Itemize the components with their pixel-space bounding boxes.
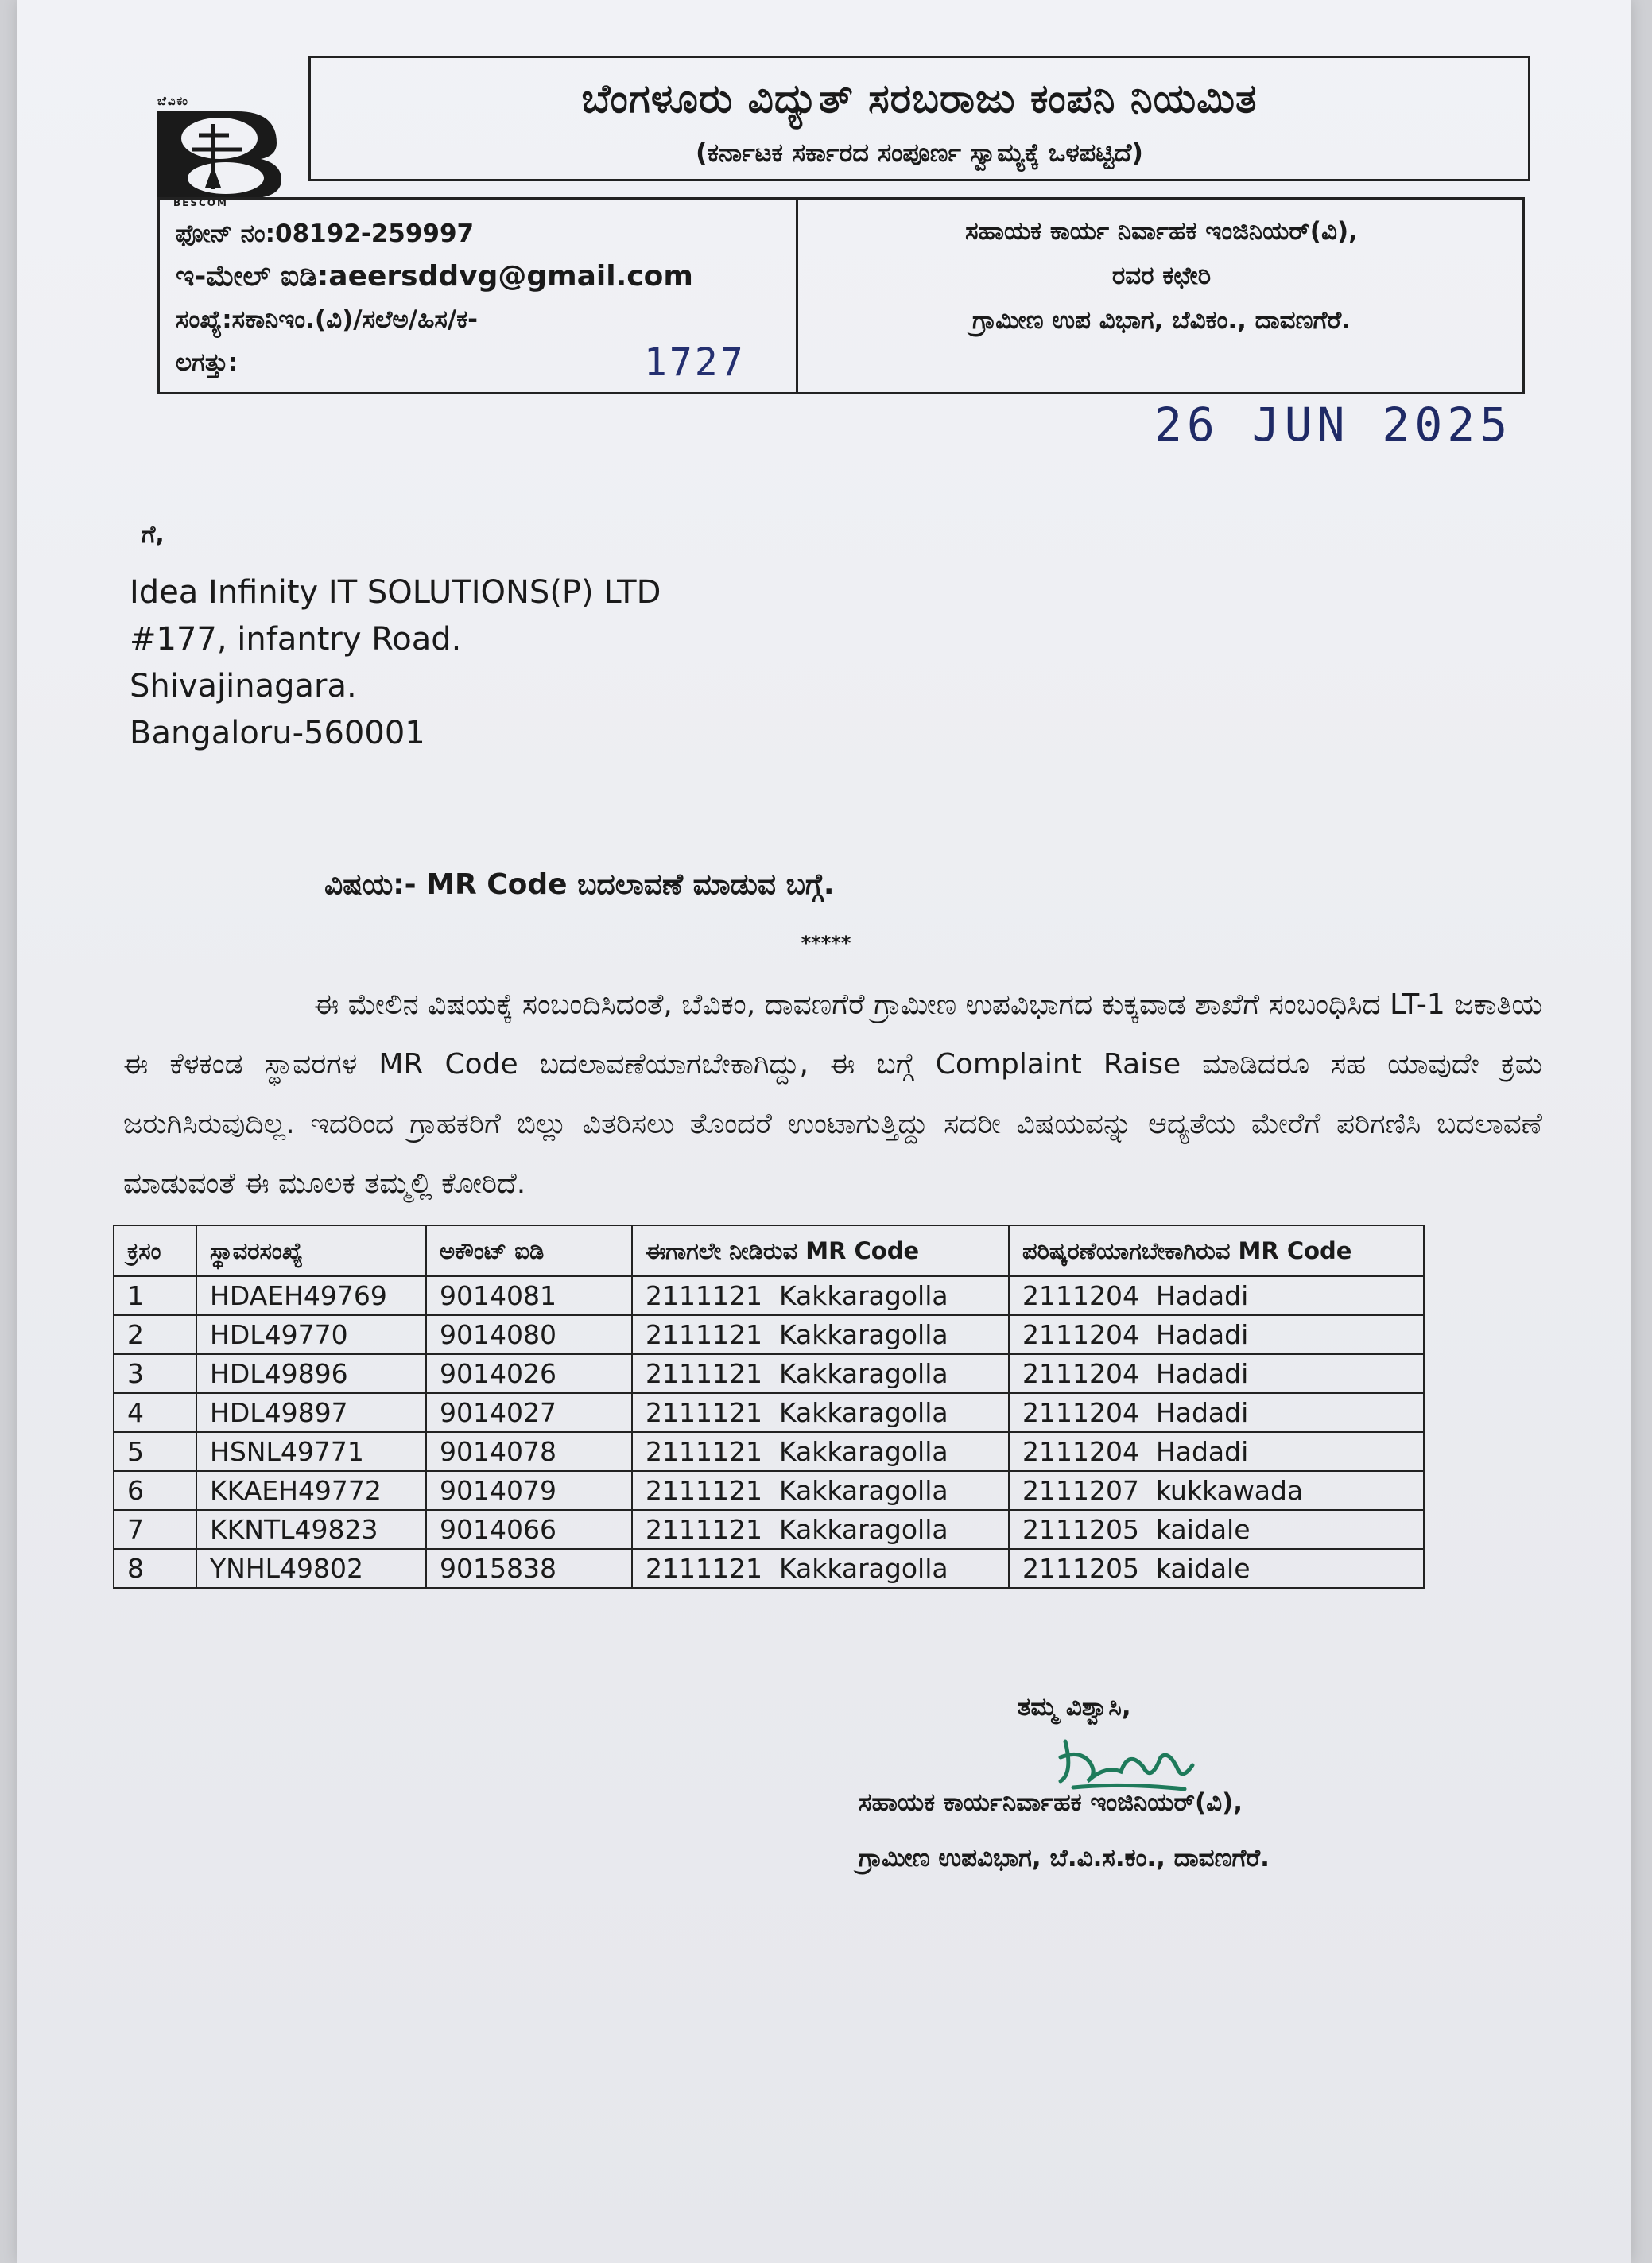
cell-revised-mr: 2111207 kukkawada [1009,1471,1424,1510]
cell-revised-mr: 2111204 Hadadi [1009,1315,1424,1354]
cell-current-mr: 2111121 Kakkaragolla [632,1393,1009,1432]
recipient-line-3: Shivajinagara. [130,668,357,705]
bescom-logo [157,94,286,208]
cell-installation: YNHL49802 [196,1549,426,1588]
handwritten-signature-icon [1049,1725,1208,1797]
separator-stars: ***** [801,932,851,954]
cell-account: 9015838 [426,1549,632,1588]
recipient-line-1: Idea Infinity IT SOLUTIONS(P) LTD [130,574,661,611]
phone-number: ಫೋನ್ ನಂ:08192-259997 [176,219,475,248]
table-row [114,1432,1424,1471]
reference-code: ಸಂಖ್ಯೆ:ಸಕಾನಿಇಂ.(ವಿ)/ಸಲೆಅ/ಹಿಸ/ಕ- [176,305,479,334]
cell-serial: 7 [114,1510,196,1549]
cell-serial: 6 [114,1471,196,1510]
logo-bottom-text: BESCOM [173,197,228,208]
cell-installation: HDL49770 [196,1315,426,1354]
office-line-1: ಸಹಾಯಕ ಕಾರ್ಯ ನಿರ್ವಾಹಕ ಇಂಜಿನಿಯರ್(ವಿ), [965,217,1358,246]
subject-line: ವಿಷಯ:- MR Code ಬದಲಾವಣೆ ಮಾಡುವ ಬಗ್ಗೆ. [324,868,835,901]
cell-serial: 2 [114,1315,196,1354]
col-installation: ಸ್ಥಾವರಸಂಖ್ಯೆ [196,1225,426,1276]
recipient-line-2: #177, infantry Road. [130,621,462,658]
cell-installation: KKAEH49772 [196,1471,426,1510]
cell-current-mr: 2111121 Kakkaragolla [632,1315,1009,1354]
cell-current-mr: 2111121 Kakkaragolla [632,1354,1009,1393]
cell-serial: 4 [114,1393,196,1432]
recipient-line-4: Bangaloru-560001 [130,715,425,751]
cell-account: 9014066 [426,1510,632,1549]
cell-current-mr: 2111121 Kakkaragolla [632,1510,1009,1549]
cell-installation: KKNTL49823 [196,1510,426,1549]
cell-account: 9014080 [426,1315,632,1354]
mr-code-table [113,1225,1425,1589]
handwritten-ref-number: 1727 [644,340,746,385]
table-row [114,1276,1424,1315]
recipient-address [130,569,661,757]
cell-account: 9014081 [426,1276,632,1315]
cell-installation: HDL49897 [196,1393,426,1432]
cell-revised-mr: 2111204 Hadadi [1009,1354,1424,1393]
cell-account: 9014079 [426,1471,632,1510]
cell-installation: HDAEH49769 [196,1276,426,1315]
email-address: ಇ-ಮೇಲ್ ಐಡಿ:aeersddvg@gmail.com [176,260,693,293]
cell-installation: HDL49896 [196,1354,426,1393]
company-name: ಬೆಂಗಳೂರು ವಿದ್ಯುತ್ ಸರಬರಾಜು ಕಂಪನಿ ನಿಯಮಿತ [581,76,1258,122]
contact-box [157,197,1525,394]
col-serial: ಕ್ರಸಂ [114,1225,196,1276]
col-account: ಅಕೌಂಟ್ ಐಡಿ [426,1225,632,1276]
cell-serial: 1 [114,1276,196,1315]
cell-serial: 3 [114,1354,196,1393]
table-row [114,1393,1424,1432]
table-row [114,1510,1424,1549]
cell-current-mr: 2111121 Kakkaragolla [632,1432,1009,1471]
signatory-designation: ಸಹಾಯಕ ಕಾರ್ಯನಿರ್ವಾಹಕ ಇಂಜಿನಿಯರ್(ವಿ), [859,1788,1243,1817]
cell-serial: 5 [114,1432,196,1471]
cell-current-mr: 2111121 Kakkaragolla [632,1471,1009,1510]
table-row [114,1549,1424,1588]
cell-serial: 8 [114,1549,196,1588]
cell-revised-mr: 2111205 kaidale [1009,1549,1424,1588]
cell-account: 9014078 [426,1432,632,1471]
office-line-2: ರವರ ಕಛೇರಿ [1111,262,1212,290]
body-paragraph: ಈ ಮೇಲಿನ ವಿಷಯಕ್ಕೆ ಸಂಬಂದಿಸಿದಂತೆ, ಬೆವಿಕಂ, ದಾವಣಗೆರೆ ಗ್ರಾಮೀಣ ಉಪವಿಭಾಗದ ಕುಕ್ಕವಾಡ ಶಾಖೆಗೆ ಸಂಬಂಧಿಸಿದ LT-1 ಜಕಾತಿಯ ಈ ಕೆಳಕಂಡ ಸ್ಥಾವರಗಳ MR Code ಬದಲಾವಣೆಯಾಗಬೇಕಾಗಿದ್ದು, ಈ ಬಗ್ಗೆ Complaint Raise ಮಾಡಿದರೂ ಸಹ ಯಾವುದೇ ಕ್ರಮ ಜರುಗಿಸಿರುವುದಿಲ್ಲ. ಇದರಿಂದ ಗ್ರಾಹಕರಿಗೆ ಬಿಲ್ಲು ವಿತರಿಸಲು ತೊಂದರೆ ಉಂಟಾಗುತ್ತಿದ್ದು ಸದರೀ ವಿಷಯವನ್ನು ಆದ್ಯತೆಯ ಮೇರೆಗೆ ಪರಿಗಣಿಸಿ ಬದಲಾವಣೆ ಮಾಡುವಂತೆ ಈ ಮೂಲಕ ತಮ್ಮಲ್ಲಿ ಕೋರಿದೆ. [123,988,1542,1200]
table-header-row [114,1225,1424,1276]
cell-revised-mr: 2111204 Hadadi [1009,1276,1424,1315]
col-current-mr: ಈಗಾಗಲೇ ನೀಡಿರುವ MR Code [632,1225,1009,1276]
company-subtitle: (ಕರ್ನಾಟಕ ಸರ್ಕಾರದ ಸಂಪೂರ್ಣ ಸ್ವಾಮ್ಯಕ್ಕೆ ಒಳಪಟ್ಟಿದೆ) [695,138,1144,168]
logo-caption: ಬೆವಿಕಂ [157,94,189,108]
table-row [114,1354,1424,1393]
letterhead-box [308,56,1530,181]
enclosure-label: ಲಗತ್ತು: [176,348,238,377]
table-row [114,1315,1424,1354]
office-line-3: ಗ್ರಾಮೀಣ ಉಪ ವಿಭಾಗ, ಬೆವಿಕಂ., ದಾವಣಗೆರೆ. [972,306,1351,335]
closing-text: ತಮ್ಮ ವಿಶ್ವಾಸಿ, [1018,1693,1131,1722]
col-revised-mr: ಪರಿಷ್ಕರಣೆಯಾಗಬೇಕಾಗಿರುವ MR Code [1009,1225,1424,1276]
office-address [812,200,1511,343]
cell-revised-mr: 2111205 kaidale [1009,1510,1424,1549]
cell-account: 9014026 [426,1354,632,1393]
cell-current-mr: 2111121 Kakkaragolla [632,1549,1009,1588]
date-stamp: 26 JUN 2025 [1154,398,1513,452]
signatory-office: ಗ್ರಾಮೀಣ ಉಪವಿಭಾಗ, ಬೆ.ವಿ.ಸ.ಕಂ., ದಾವಣಗೆರೆ. [859,1844,1270,1873]
cell-revised-mr: 2111204 Hadadi [1009,1393,1424,1432]
bescom-emblem-icon [157,94,286,205]
to-label: ಗೆ, [142,521,165,549]
cell-revised-mr: 2111204 Hadadi [1009,1432,1424,1471]
table-row [114,1471,1424,1510]
cell-account: 9014027 [426,1393,632,1432]
cell-installation: HSNL49771 [196,1432,426,1471]
contact-divider [796,200,798,392]
cell-current-mr: 2111121 Kakkaragolla [632,1276,1009,1315]
